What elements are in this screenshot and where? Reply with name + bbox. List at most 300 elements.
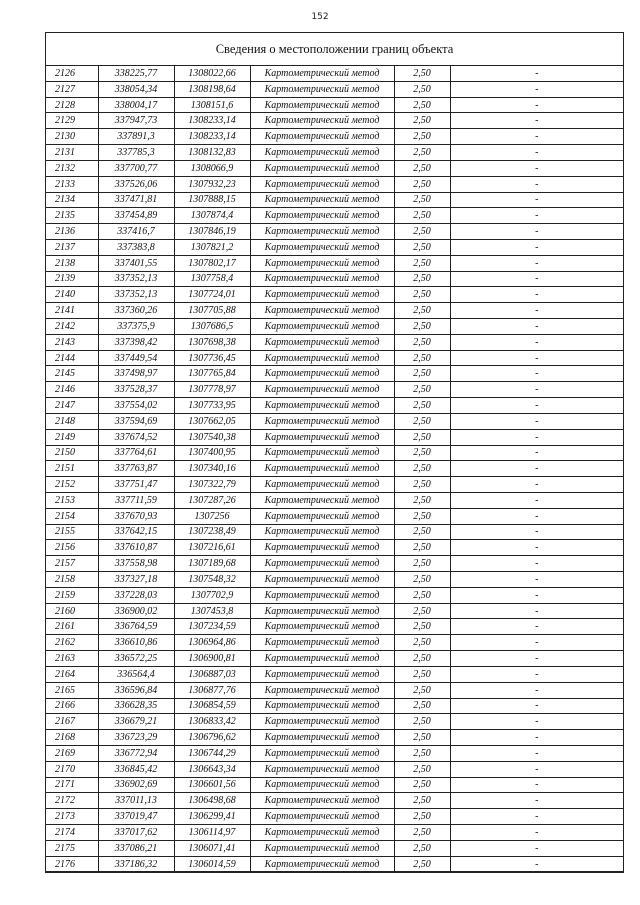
table-row — [46, 777, 623, 793]
method-cell: Картометрический метод — [250, 176, 394, 192]
accuracy-cell: 2,50 — [394, 714, 450, 730]
y-coordinate-cell: 1306071,41 — [174, 840, 250, 856]
x-coordinate-cell: 336723,29 — [98, 730, 174, 746]
y-coordinate-cell: 1307540,38 — [174, 429, 250, 445]
description-cell: - — [450, 192, 623, 208]
point-number-cell: 2176 — [46, 856, 98, 872]
table-row — [46, 761, 623, 777]
y-coordinate-cell: 1306887,03 — [174, 666, 250, 682]
x-coordinate-cell: 336772,94 — [98, 745, 174, 761]
method-cell: Картометрический метод — [250, 587, 394, 603]
x-coordinate-cell: 337401,55 — [98, 255, 174, 271]
method-cell: Картометрический метод — [250, 856, 394, 872]
point-number-cell: 2152 — [46, 477, 98, 493]
accuracy-cell: 2,50 — [394, 825, 450, 841]
description-cell: - — [450, 809, 623, 825]
table-row — [46, 413, 623, 429]
table-row — [46, 461, 623, 477]
method-cell: Картометрический метод — [250, 145, 394, 161]
method-cell: Картометрический метод — [250, 651, 394, 667]
y-coordinate-cell: 1306796,62 — [174, 730, 250, 746]
method-cell: Картометрический метод — [250, 413, 394, 429]
description-cell: - — [450, 666, 623, 682]
description-cell: - — [450, 429, 623, 445]
y-coordinate-cell: 1307189,68 — [174, 556, 250, 572]
method-cell: Картометрический метод — [250, 572, 394, 588]
x-coordinate-cell: 336902,69 — [98, 777, 174, 793]
description-cell: - — [450, 572, 623, 588]
x-coordinate-cell: 336628,35 — [98, 698, 174, 714]
description-cell: - — [450, 540, 623, 556]
y-coordinate-cell: 1307778,97 — [174, 382, 250, 398]
accuracy-cell: 2,50 — [394, 287, 450, 303]
accuracy-cell: 2,50 — [394, 97, 450, 113]
description-cell: - — [450, 445, 623, 461]
x-coordinate-cell: 337528,37 — [98, 382, 174, 398]
point-number-cell: 2131 — [46, 145, 98, 161]
method-cell: Картометрический метод — [250, 477, 394, 493]
description-cell: - — [450, 303, 623, 319]
table-row — [46, 714, 623, 730]
y-coordinate-cell: 1306877,76 — [174, 682, 250, 698]
method-cell: Картометрический метод — [250, 793, 394, 809]
table-row — [46, 524, 623, 540]
x-coordinate-cell: 336564,4 — [98, 666, 174, 682]
method-cell: Картометрический метод — [250, 603, 394, 619]
table-row — [46, 745, 623, 761]
x-coordinate-cell: 337352,13 — [98, 271, 174, 287]
table-row — [46, 350, 623, 366]
accuracy-cell: 2,50 — [394, 129, 450, 145]
point-number-cell: 2145 — [46, 366, 98, 382]
x-coordinate-cell: 337327,18 — [98, 572, 174, 588]
method-cell: Картометрический метод — [250, 398, 394, 414]
description-cell: - — [450, 160, 623, 176]
description-cell: - — [450, 492, 623, 508]
description-cell: - — [450, 145, 623, 161]
method-cell: Картометрический метод — [250, 208, 394, 224]
y-coordinate-cell: 1307802,17 — [174, 255, 250, 271]
method-cell: Картометрический метод — [250, 508, 394, 524]
table-row — [46, 840, 623, 856]
y-coordinate-cell: 1306643,34 — [174, 761, 250, 777]
description-cell: - — [450, 413, 623, 429]
table-row — [46, 856, 623, 872]
x-coordinate-cell: 337017,62 — [98, 825, 174, 841]
table-row — [46, 492, 623, 508]
accuracy-cell: 2,50 — [394, 840, 450, 856]
y-coordinate-cell: 1307322,79 — [174, 477, 250, 493]
table-row — [46, 698, 623, 714]
point-number-cell: 2163 — [46, 651, 98, 667]
y-coordinate-cell: 1307758,4 — [174, 271, 250, 287]
method-cell: Картометрический метод — [250, 287, 394, 303]
y-coordinate-cell: 1307874,4 — [174, 208, 250, 224]
table-row — [46, 429, 623, 445]
description-cell: - — [450, 366, 623, 382]
description-cell: - — [450, 761, 623, 777]
description-cell: - — [450, 176, 623, 192]
point-number-cell: 2133 — [46, 176, 98, 192]
table-row — [46, 382, 623, 398]
y-coordinate-cell: 1306900,81 — [174, 651, 250, 667]
accuracy-cell: 2,50 — [394, 350, 450, 366]
method-cell: Картометрический метод — [250, 825, 394, 841]
method-cell: Картометрический метод — [250, 682, 394, 698]
x-coordinate-cell: 336572,25 — [98, 651, 174, 667]
point-number-cell: 2156 — [46, 540, 98, 556]
point-number-cell: 2139 — [46, 271, 98, 287]
y-coordinate-cell: 1308233,14 — [174, 129, 250, 145]
point-number-cell: 2135 — [46, 208, 98, 224]
method-cell: Картометрический метод — [250, 97, 394, 113]
table-row — [46, 809, 623, 825]
method-cell: Картометрический метод — [250, 556, 394, 572]
accuracy-cell: 2,50 — [394, 572, 450, 588]
method-cell: Картометрический метод — [250, 524, 394, 540]
x-coordinate-cell: 337711,59 — [98, 492, 174, 508]
accuracy-cell: 2,50 — [394, 508, 450, 524]
x-coordinate-cell: 337375,9 — [98, 319, 174, 335]
table-row — [46, 587, 623, 603]
table-row — [46, 255, 623, 271]
point-number-cell: 2150 — [46, 445, 98, 461]
table-row — [46, 730, 623, 746]
x-coordinate-cell: 337642,15 — [98, 524, 174, 540]
x-coordinate-cell: 337764,61 — [98, 445, 174, 461]
description-cell: - — [450, 777, 623, 793]
y-coordinate-cell: 1307287,26 — [174, 492, 250, 508]
description-cell: - — [450, 97, 623, 113]
y-coordinate-cell: 1308066,9 — [174, 160, 250, 176]
point-number-cell: 2171 — [46, 777, 98, 793]
table-row — [46, 192, 623, 208]
x-coordinate-cell: 337554,02 — [98, 398, 174, 414]
table-row — [46, 603, 623, 619]
y-coordinate-cell: 1306964,86 — [174, 635, 250, 651]
y-coordinate-cell: 1307724,01 — [174, 287, 250, 303]
table-row — [46, 508, 623, 524]
accuracy-cell: 2,50 — [394, 492, 450, 508]
y-coordinate-cell: 1306114,97 — [174, 825, 250, 841]
x-coordinate-cell: 337454,89 — [98, 208, 174, 224]
description-cell: - — [450, 698, 623, 714]
point-number-cell: 2146 — [46, 382, 98, 398]
y-coordinate-cell: 1306744,29 — [174, 745, 250, 761]
table-row — [46, 224, 623, 240]
point-number-cell: 2138 — [46, 255, 98, 271]
accuracy-cell: 2,50 — [394, 255, 450, 271]
table-body — [46, 66, 623, 872]
accuracy-cell: 2,50 — [394, 176, 450, 192]
description-cell: - — [450, 556, 623, 572]
method-cell: Картометрический метод — [250, 730, 394, 746]
description-cell: - — [450, 825, 623, 841]
point-number-cell: 2143 — [46, 334, 98, 350]
y-coordinate-cell: 1306299,41 — [174, 809, 250, 825]
point-number-cell: 2128 — [46, 97, 98, 113]
accuracy-cell: 2,50 — [394, 619, 450, 635]
x-coordinate-cell: 337383,8 — [98, 239, 174, 255]
accuracy-cell: 2,50 — [394, 777, 450, 793]
description-cell: - — [450, 603, 623, 619]
accuracy-cell: 2,50 — [394, 239, 450, 255]
x-coordinate-cell: 337471,81 — [98, 192, 174, 208]
x-coordinate-cell: 337751,47 — [98, 477, 174, 493]
y-coordinate-cell: 1307686,5 — [174, 319, 250, 335]
method-cell: Картометрический метод — [250, 366, 394, 382]
x-coordinate-cell: 337700,77 — [98, 160, 174, 176]
description-cell: - — [450, 208, 623, 224]
accuracy-cell: 2,50 — [394, 793, 450, 809]
y-coordinate-cell: 1308022,66 — [174, 66, 250, 81]
accuracy-cell: 2,50 — [394, 587, 450, 603]
x-coordinate-cell: 337352,13 — [98, 287, 174, 303]
point-number-cell: 2142 — [46, 319, 98, 335]
accuracy-cell: 2,50 — [394, 319, 450, 335]
point-number-cell: 2140 — [46, 287, 98, 303]
method-cell: Картометрический метод — [250, 698, 394, 714]
x-coordinate-cell: 337186,32 — [98, 856, 174, 872]
accuracy-cell: 2,50 — [394, 113, 450, 129]
accuracy-cell: 2,50 — [394, 224, 450, 240]
x-coordinate-cell: 337785,3 — [98, 145, 174, 161]
y-coordinate-cell: 1306498,68 — [174, 793, 250, 809]
accuracy-cell: 2,50 — [394, 303, 450, 319]
point-number-cell: 2153 — [46, 492, 98, 508]
table-row — [46, 239, 623, 255]
y-coordinate-cell: 1307400,95 — [174, 445, 250, 461]
table-row — [46, 97, 623, 113]
point-number-cell: 2127 — [46, 81, 98, 97]
x-coordinate-cell: 337398,42 — [98, 334, 174, 350]
x-coordinate-cell: 336845,42 — [98, 761, 174, 777]
point-number-cell: 2161 — [46, 619, 98, 635]
point-number-cell: 2149 — [46, 429, 98, 445]
description-cell: - — [450, 81, 623, 97]
y-coordinate-cell: 1307216,61 — [174, 540, 250, 556]
table-row — [46, 445, 623, 461]
accuracy-cell: 2,50 — [394, 398, 450, 414]
method-cell: Картометрический метод — [250, 113, 394, 129]
method-cell: Картометрический метод — [250, 777, 394, 793]
accuracy-cell: 2,50 — [394, 366, 450, 382]
x-coordinate-cell: 337947,73 — [98, 113, 174, 129]
x-coordinate-cell: 338004,17 — [98, 97, 174, 113]
point-number-cell: 2162 — [46, 635, 98, 651]
y-coordinate-cell: 1307548,32 — [174, 572, 250, 588]
method-cell: Картометрический метод — [250, 635, 394, 651]
table-row — [46, 556, 623, 572]
accuracy-cell: 2,50 — [394, 651, 450, 667]
accuracy-cell: 2,50 — [394, 682, 450, 698]
method-cell: Картометрический метод — [250, 239, 394, 255]
point-number-cell: 2137 — [46, 239, 98, 255]
y-coordinate-cell: 1306601,56 — [174, 777, 250, 793]
table-row — [46, 793, 623, 809]
x-coordinate-cell: 337228,03 — [98, 587, 174, 603]
method-cell: Картометрический метод — [250, 66, 394, 81]
page-number: 152 — [311, 12, 329, 22]
x-coordinate-cell: 337670,93 — [98, 508, 174, 524]
boundary-table — [45, 32, 624, 873]
table-row — [46, 81, 623, 97]
description-cell: - — [450, 730, 623, 746]
description-cell: - — [450, 619, 623, 635]
accuracy-cell: 2,50 — [394, 429, 450, 445]
table-row — [46, 651, 623, 667]
y-coordinate-cell: 1308151,6 — [174, 97, 250, 113]
y-coordinate-cell: 1307340,16 — [174, 461, 250, 477]
table-title: Сведения о местоположении границ объекта — [46, 33, 624, 66]
point-number-cell: 2168 — [46, 730, 98, 746]
method-cell: Картометрический метод — [250, 350, 394, 366]
accuracy-cell: 2,50 — [394, 666, 450, 682]
x-coordinate-cell: 337610,87 — [98, 540, 174, 556]
x-coordinate-cell: 337674,52 — [98, 429, 174, 445]
method-cell: Картометрический метод — [250, 619, 394, 635]
description-cell: - — [450, 682, 623, 698]
method-cell: Картометрический метод — [250, 445, 394, 461]
description-cell: - — [450, 856, 623, 872]
method-cell: Картометрический метод — [250, 809, 394, 825]
accuracy-cell: 2,50 — [394, 524, 450, 540]
y-coordinate-cell: 1308198,64 — [174, 81, 250, 97]
method-cell: Картометрический метод — [250, 192, 394, 208]
accuracy-cell: 2,50 — [394, 334, 450, 350]
y-coordinate-cell: 1307705,88 — [174, 303, 250, 319]
accuracy-cell: 2,50 — [394, 730, 450, 746]
point-number-cell: 2134 — [46, 192, 98, 208]
table-row — [46, 303, 623, 319]
accuracy-cell: 2,50 — [394, 461, 450, 477]
method-cell: Картометрический метод — [250, 840, 394, 856]
y-coordinate-cell: 1307256 — [174, 508, 250, 524]
description-cell: - — [450, 350, 623, 366]
accuracy-cell: 2,50 — [394, 271, 450, 287]
x-coordinate-cell: 336764,59 — [98, 619, 174, 635]
method-cell: Картометрический метод — [250, 714, 394, 730]
accuracy-cell: 2,50 — [394, 745, 450, 761]
y-coordinate-cell: 1307765,84 — [174, 366, 250, 382]
point-number-cell: 2132 — [46, 160, 98, 176]
x-coordinate-cell: 337086,21 — [98, 840, 174, 856]
accuracy-cell: 2,50 — [394, 698, 450, 714]
y-coordinate-cell: 1307698,38 — [174, 334, 250, 350]
description-cell: - — [450, 287, 623, 303]
point-number-cell: 2160 — [46, 603, 98, 619]
table-row — [46, 319, 623, 335]
description-cell: - — [450, 224, 623, 240]
table-row — [46, 366, 623, 382]
method-cell: Картометрический метод — [250, 271, 394, 287]
description-cell: - — [450, 635, 623, 651]
y-coordinate-cell: 1307736,45 — [174, 350, 250, 366]
table-row — [46, 176, 623, 192]
point-number-cell: 2154 — [46, 508, 98, 524]
x-coordinate-cell: 338054,34 — [98, 81, 174, 97]
table-row — [46, 619, 623, 635]
accuracy-cell: 2,50 — [394, 556, 450, 572]
y-coordinate-cell: 1307733,95 — [174, 398, 250, 414]
method-cell: Картометрический метод — [250, 429, 394, 445]
x-coordinate-cell: 337891,3 — [98, 129, 174, 145]
point-number-cell: 2174 — [46, 825, 98, 841]
description-cell: - — [450, 66, 623, 81]
description-cell: - — [450, 587, 623, 603]
point-number-cell: 2141 — [46, 303, 98, 319]
x-coordinate-cell: 336900,02 — [98, 603, 174, 619]
point-number-cell: 2158 — [46, 572, 98, 588]
method-cell: Картометрический метод — [250, 492, 394, 508]
x-coordinate-cell: 337019,47 — [98, 809, 174, 825]
method-cell: Картометрический метод — [250, 224, 394, 240]
accuracy-cell: 2,50 — [394, 413, 450, 429]
point-number-cell: 2172 — [46, 793, 98, 809]
x-coordinate-cell: 336610,86 — [98, 635, 174, 651]
accuracy-cell: 2,50 — [394, 160, 450, 176]
y-coordinate-cell: 1307234,59 — [174, 619, 250, 635]
accuracy-cell: 2,50 — [394, 208, 450, 224]
point-number-cell: 2169 — [46, 745, 98, 761]
point-number-cell: 2126 — [46, 66, 98, 81]
method-cell: Картометрический метод — [250, 761, 394, 777]
accuracy-cell: 2,50 — [394, 856, 450, 872]
x-coordinate-cell: 337763,87 — [98, 461, 174, 477]
accuracy-cell: 2,50 — [394, 81, 450, 97]
y-coordinate-cell: 1307702,9 — [174, 587, 250, 603]
description-cell: - — [450, 651, 623, 667]
point-number-cell: 2164 — [46, 666, 98, 682]
x-coordinate-cell: 337498,97 — [98, 366, 174, 382]
table-row — [46, 145, 623, 161]
description-cell: - — [450, 461, 623, 477]
point-number-cell: 2165 — [46, 682, 98, 698]
point-number-cell: 2170 — [46, 761, 98, 777]
point-number-cell: 2155 — [46, 524, 98, 540]
x-coordinate-cell: 337360,26 — [98, 303, 174, 319]
y-coordinate-cell: 1307238,49 — [174, 524, 250, 540]
point-number-cell: 2173 — [46, 809, 98, 825]
table-row — [46, 682, 623, 698]
method-cell: Картометрический метод — [250, 461, 394, 477]
description-cell: - — [450, 524, 623, 540]
method-cell: Картометрический метод — [250, 255, 394, 271]
description-cell: - — [450, 714, 623, 730]
table-row — [46, 113, 623, 129]
description-cell: - — [450, 271, 623, 287]
point-number-cell: 2175 — [46, 840, 98, 856]
description-cell: - — [450, 477, 623, 493]
y-coordinate-cell: 1307662,05 — [174, 413, 250, 429]
point-number-cell: 2159 — [46, 587, 98, 603]
description-cell: - — [450, 508, 623, 524]
description-cell: - — [450, 398, 623, 414]
y-coordinate-cell: 1308132,83 — [174, 145, 250, 161]
point-number-cell: 2151 — [46, 461, 98, 477]
method-cell: Картометрический метод — [250, 382, 394, 398]
method-cell: Картометрический метод — [250, 666, 394, 682]
x-coordinate-cell: 337558,98 — [98, 556, 174, 572]
description-cell: - — [450, 255, 623, 271]
point-number-cell: 2167 — [46, 714, 98, 730]
x-coordinate-cell: 338225,77 — [98, 66, 174, 81]
accuracy-cell: 2,50 — [394, 603, 450, 619]
y-coordinate-cell: 1307846,19 — [174, 224, 250, 240]
description-cell: - — [450, 129, 623, 145]
point-number-cell: 2136 — [46, 224, 98, 240]
point-number-cell: 2157 — [46, 556, 98, 572]
